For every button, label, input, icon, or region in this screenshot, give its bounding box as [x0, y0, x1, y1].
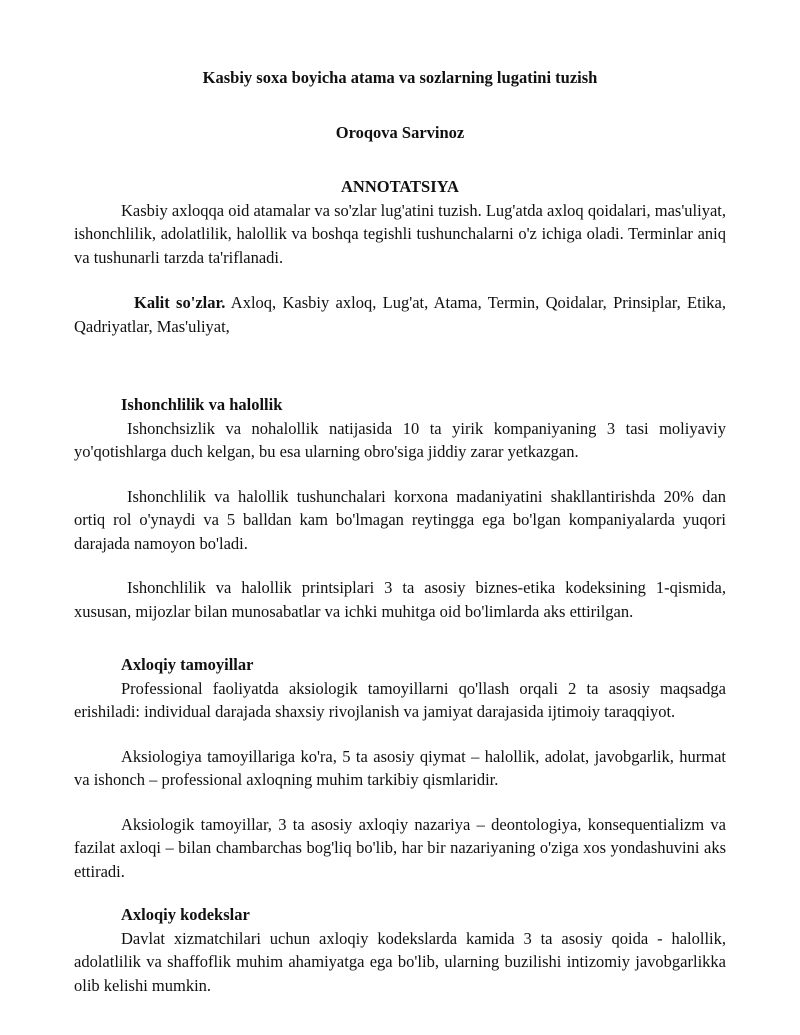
section-heading: Axloqiy kodekslar: [121, 905, 250, 924]
section-paragraph: Aksiologiya tamoyillariga ko'ra, 5 ta asosiy qiymat – halollik, adolat, javobgarlik, hurmat va ishonch – professional axloqning muhim tarkibiy qismlaridir.: [74, 746, 726, 789]
keywords-paragraph: [74, 291, 726, 338]
section-paragraph: Aksiologik tamoyillar, 3 ta asosiy axloqiy nazariya – deontologiya, konsequentializm va fazilat axloqi – bilan chambarchas bog'liq bo'lib, har bir nazariyaning o'ziga xos yondashuvini aks ettiradi.: [74, 814, 726, 881]
annotation-heading: ANNOTATSIYA: [341, 177, 459, 196]
keywords-text: Axloq, Kasbiy axloq, Lug'at, Atama, Termin, Qoidalar, Prinsiplar, Etika, Qadriyatlar, Mas'uliyat,: [74, 293, 726, 336]
document-title: Kasbiy soxa boyicha atama va sozlarning lugatini tuzish: [202, 68, 598, 87]
section-heading: Axloqiy tamoyillar: [121, 655, 254, 674]
author-name: Oroqova Sarvinoz: [335, 122, 465, 142]
section-heading: Ishonchlilik va halollik: [121, 395, 283, 414]
section-paragraph: Ishonchlilik va halollik tushunchalari korxona madaniyatini shakllantirishda 20% dan ortiq rol o'ynaydi va 5 balldan kam bo'lmagan reytingga ega bo'lgan kompaniyalarda yuqori darajada namoyon bo'ladi.: [74, 486, 726, 553]
section-paragraph: Professional faoliyatda aksiologik tamoyillarni qo'llash orqali 2 ta asosiy maqsadga erishiladi: individual darajada shaxsiy rivojlanish va jamiyat darajasida ijtimoiy taraqqiyot.: [74, 678, 726, 721]
keywords-label: Kalit so'zlar.: [134, 293, 226, 312]
section-paragraph: Davlat xizmatchilari uchun axloqiy kodekslarda kamida 3 ta asosiy qoida - halollik, adolatlilik va shaffoflik muhim ahamiyatga ega bo'lib, ularning buzilishi intizomiy javobgarlikka olib kelishi mumkin.: [74, 928, 726, 995]
section-paragraph: Ishonchlilik va halollik printsiplari 3 ta asosiy biznes-etika kodeksining 1-qismida, xususan, mijozlar bilan munosabatlar va ichki muhitga oid bo'limlarda aks ettirilgan.: [74, 578, 726, 621]
section-paragraph: Ishonchsizlik va nohalollik natijasida 10 ta yirik kompaniyaning 3 tasi moliyaviy yo'qotishlarga duch kelgan, bu esa ularning obro'siga jiddiy zarar yetkazgan.: [74, 418, 726, 461]
annotation-text: Kasbiy axloqqa oid atamalar va so'zlar lug'atini tuzish. Lug'atda axloq qoidalari, mas'uliyat, ishonchlilik, adolatlilik, halollik va boshqa tegishli tushunchalarni o'z ichiga oladi. Terminlar aniq va tushunarli tarzda ta'riflanadi.: [74, 200, 726, 267]
